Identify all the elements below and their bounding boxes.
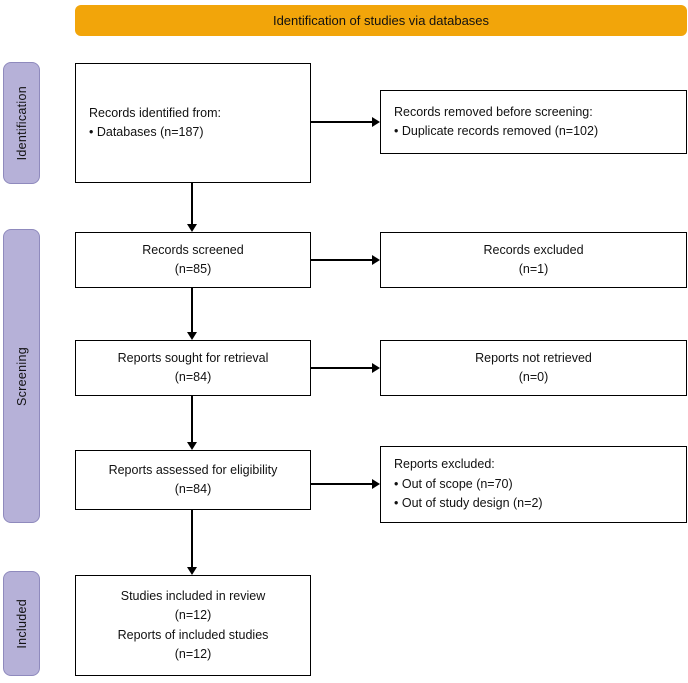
box-records-removed [380,90,687,154]
box-records-screened [75,232,311,288]
box-studies-included-line2: (n=12) [174,608,212,623]
box-records-identified [75,63,311,183]
stage-label-screening-text: Screening [14,346,29,406]
box-reports-not-retrieved [380,340,687,396]
box-reports-excluded [380,446,687,523]
box-reports-excluded-bullet-2: • Out of study design (n=2) [394,496,543,511]
box-reports-assessed [75,450,311,510]
box-reports-not-retrieved-title: Reports not retrieved [475,350,592,365]
box-reports-sought-count: (n=84) [174,370,212,384]
box-reports-assessed-title: Reports assessed for eligibility [108,462,278,477]
box-reports-excluded-title: Reports excluded: [394,457,495,472]
box-records-excluded-count: (n=1) [518,262,549,276]
box-studies-included-line4: (n=12) [174,646,212,661]
box-records-screened-title: Records screened [142,242,244,257]
box-studies-included-line1: Studies included in review [120,588,266,603]
arrow-down-assessed-to-included [191,510,193,567]
arrow-right-identified-to-removed [311,121,372,123]
arrow-down-identified-to-screened [191,183,193,224]
stage-label-identification-text: Identification [14,85,29,161]
banner-identification-via-databases [75,5,687,36]
box-records-removed-bullet: • Duplicate records removed (n=102) [394,124,599,138]
stage-label-included [3,571,40,676]
box-reports-sought-title: Reports sought for retrieval [117,350,269,365]
stage-label-identification [3,62,40,184]
box-reports-not-retrieved-count: (n=0) [518,370,549,384]
box-records-identified-title: Records identified from: [89,105,222,120]
box-records-removed-title: Records removed before screening: [394,104,593,119]
arrow-right-sought-to-not-retrieved [311,367,372,369]
box-reports-sought [75,340,311,396]
box-records-excluded [380,232,687,288]
box-reports-excluded-bullet-1: • Out of scope (n=70) [394,476,513,491]
box-records-screened-count: (n=85) [174,262,212,276]
stage-label-screening [3,229,40,523]
arrow-down-sought-to-assessed [191,396,193,442]
stage-label-included-text: Included [14,598,29,649]
banner-label: Identification of studies via databases [272,13,490,28]
box-records-identified-bullet: • Databases (n=187) [89,125,204,139]
arrow-down-screened-to-sought [191,288,193,332]
arrow-right-assessed-to-reports-excluded [311,483,372,485]
box-reports-assessed-count: (n=84) [174,482,212,496]
box-records-excluded-title: Records excluded [483,242,584,257]
box-studies-included [75,575,311,676]
box-studies-included-line3: Reports of included studies [117,627,269,642]
arrow-right-screened-to-excluded [311,259,372,261]
